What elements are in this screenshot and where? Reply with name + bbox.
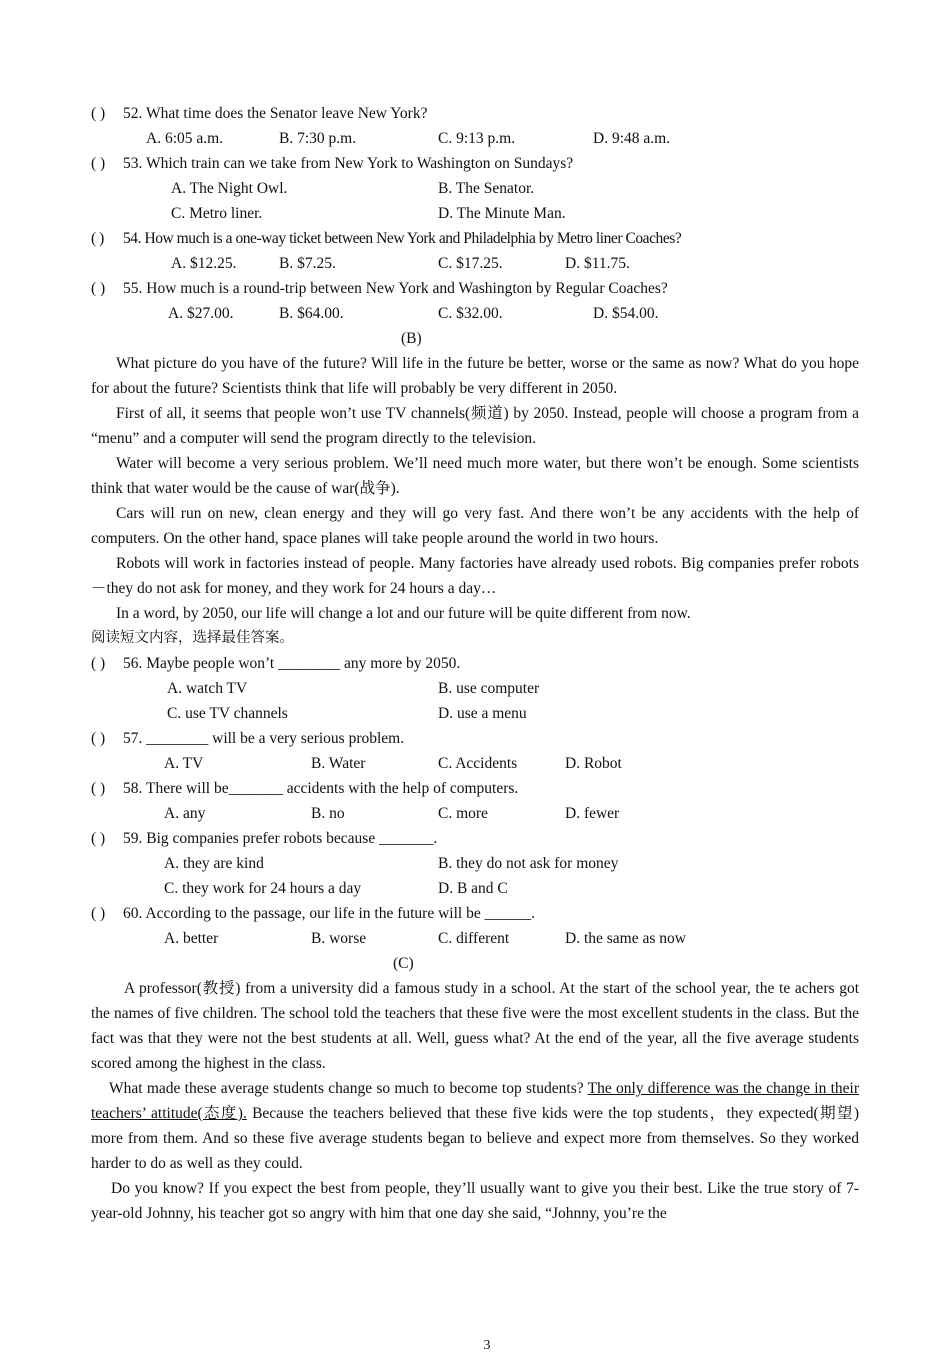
option-b: B. use computer <box>438 680 540 697</box>
passage-b-paragraph: What picture do you have of the future? Will life in the future be better, worse or the same as now? What do you hope for about the future? Scientists think that life will probably be very different in 2050. <box>91 355 859 397</box>
answer-blank[interactable]: ( ) <box>91 230 104 247</box>
passage-c-paragraph: Do you know? If you expect the best from people, they’ll usually want to give you their best. Like the true story of 7-year-old Johnny, his teacher got so angry with him that one day she said, “Johnny, you’re the <box>91 1180 859 1222</box>
question-53 <box>91 151 859 176</box>
option-b: B. $64.00. <box>279 305 344 322</box>
option-d: D. use a menu <box>438 705 527 722</box>
document-page <box>91 101 859 1353</box>
question-text: 57. ________ will be a very serious problem. <box>123 730 405 747</box>
question-text: 56. Maybe people won’t ________ any more by 2050. <box>123 655 461 672</box>
passage-b-paragraph: In a word, by 2050, our life will change a lot and our future will be quite different from now. <box>116 605 691 622</box>
options-55 <box>91 301 859 326</box>
underlined-sentence: The only difference was the change in their teachers’ attitude(态度). <box>91 1080 859 1122</box>
answer-blank[interactable]: ( ) <box>91 830 106 847</box>
question-57 <box>91 726 859 751</box>
option-a: A. $12.25. <box>171 255 237 272</box>
question-text: 55. How much is a round-trip between New York and Washington by Regular Coaches? <box>123 280 668 297</box>
options-54 <box>91 251 859 276</box>
option-c: C. $32.00. <box>438 305 503 322</box>
question-56 <box>91 651 859 676</box>
options-56-ab <box>91 676 859 701</box>
question-text: 58. There will be_______ accidents with the help of computers. <box>123 780 519 797</box>
options-58 <box>91 801 859 826</box>
option-c: C. $17.25. <box>438 255 503 272</box>
paragraph-text: Because the teachers believed that these five kids were the top students，they expected(期望) more from them. And so these five average students began to believe and expect more from themselves. So they worked harder to do as well as they could. <box>91 1105 859 1172</box>
instruction: 阅读短文内容，选择最佳答案。 <box>91 630 294 646</box>
passage-b-paragraph: First of all, it seems that people won’t use TV channels(频道) by 2050. Instead, people will choose a program from a “menu” and a computer will send the program directly to the television. <box>91 405 859 447</box>
option-a: A. 6:05 a.m. <box>146 130 224 147</box>
section-b-heading: (B) <box>401 330 422 347</box>
option-a: A. any <box>164 805 206 822</box>
option-c: C. Accidents <box>438 755 518 772</box>
answer-blank[interactable]: ( ) <box>91 730 106 747</box>
question-55 <box>91 276 859 301</box>
options-59-cd <box>91 876 859 901</box>
question-text: 54. How much is a one-way ticket between New York and Philadelphia by Metro liner Coaches? <box>123 230 682 247</box>
option-a: A. they are kind <box>164 855 264 872</box>
option-d: D. the same as now <box>565 930 686 947</box>
question-60 <box>91 901 859 926</box>
option-d: D. The Minute Man. <box>438 205 566 222</box>
option-b: B. worse <box>311 930 367 947</box>
option-a: A. $27.00. <box>168 305 234 322</box>
option-d: D. fewer <box>565 805 620 822</box>
option-c: C. more <box>438 805 488 822</box>
question-54 <box>91 226 859 251</box>
answer-blank[interactable]: ( ) <box>91 155 106 172</box>
answer-blank[interactable]: ( ) <box>91 655 106 672</box>
option-a: A. TV <box>164 755 204 772</box>
option-d: D. 9:48 a.m. <box>593 130 671 147</box>
option-c: C. use TV channels <box>167 705 288 722</box>
option-d: D. $11.75. <box>565 255 630 272</box>
option-b: B. they do not ask for money <box>438 855 619 872</box>
options-59-ab <box>91 851 859 876</box>
passage-b-paragraph: Water will become a very serious problem. We’ll need much more water, but there won’t be enough. Some scientists think that water would be the cause of war(战争). <box>91 455 859 497</box>
option-a: A. better <box>164 930 219 947</box>
options-52 <box>91 126 859 151</box>
option-b: B. no <box>311 805 345 822</box>
passage-c-paragraph <box>91 1076 859 1176</box>
option-d: D. $54.00. <box>593 305 659 322</box>
option-b: B. Water <box>311 755 366 772</box>
option-c: C. different <box>438 930 510 947</box>
option-d: D. B and C <box>438 880 508 897</box>
answer-blank[interactable]: ( ) <box>91 780 106 797</box>
option-c: C. they work for 24 hours a day <box>164 880 362 897</box>
options-56-cd <box>91 701 859 726</box>
question-58 <box>91 776 859 801</box>
question-text: 53. Which train can we take from New York to Washington on Sundays? <box>123 155 574 172</box>
options-53-cd <box>91 201 859 226</box>
option-d: D. Robot <box>565 755 622 772</box>
question-text: 52. What time does the Senator leave New York? <box>123 105 428 122</box>
passage-b-paragraph: Cars will run on new, clean energy and they will go very fast. And there won’t be any accidents with the help of computers. On the other hand, space planes will take people around the world in two hours. <box>91 505 859 547</box>
option-c: C. 9:13 p.m. <box>438 130 516 147</box>
question-text: 59. Big companies prefer robots because _______. <box>123 830 438 847</box>
paragraph-text: What made these average students change so much to become top students? <box>109 1080 588 1097</box>
passage-c-paragraph: A professor(教授) from a university did a famous study in a school. At the start of the school year, the te achers got the names of five children. The school told the teachers that these five were the most excellent students in the class. But the fact was that they were not the best students at all. Well, guess what? At the end of the year, all the five average students scored among the highest in the class. <box>91 980 859 1072</box>
options-60 <box>91 926 859 951</box>
option-a: A. watch TV <box>167 680 248 697</box>
option-b: B. The Senator. <box>438 180 535 197</box>
section-c-heading: (C) <box>393 955 414 972</box>
option-b: B. $7.25. <box>279 255 336 272</box>
option-c: C. Metro liner. <box>171 205 263 222</box>
passage-b-paragraph: Robots will work in factories instead of people. Many factories have already used robots. Big companies prefer robots－they do not ask for money, and they work for 24 hours a day… <box>91 555 859 597</box>
options-57 <box>91 751 859 776</box>
page-number: 3 <box>483 1338 491 1353</box>
answer-blank[interactable]: ( ) <box>91 105 106 122</box>
answer-blank[interactable]: ( ) <box>91 280 106 297</box>
option-a: A. The Night Owl. <box>171 180 288 197</box>
option-b: B. 7:30 p.m. <box>279 130 357 147</box>
question-59 <box>91 826 859 851</box>
question-text: 60. According to the passage, our life in the future will be ______. <box>123 905 535 922</box>
options-53-ab <box>91 176 859 201</box>
answer-blank[interactable]: ( ) <box>91 905 106 922</box>
question-52 <box>91 101 859 126</box>
